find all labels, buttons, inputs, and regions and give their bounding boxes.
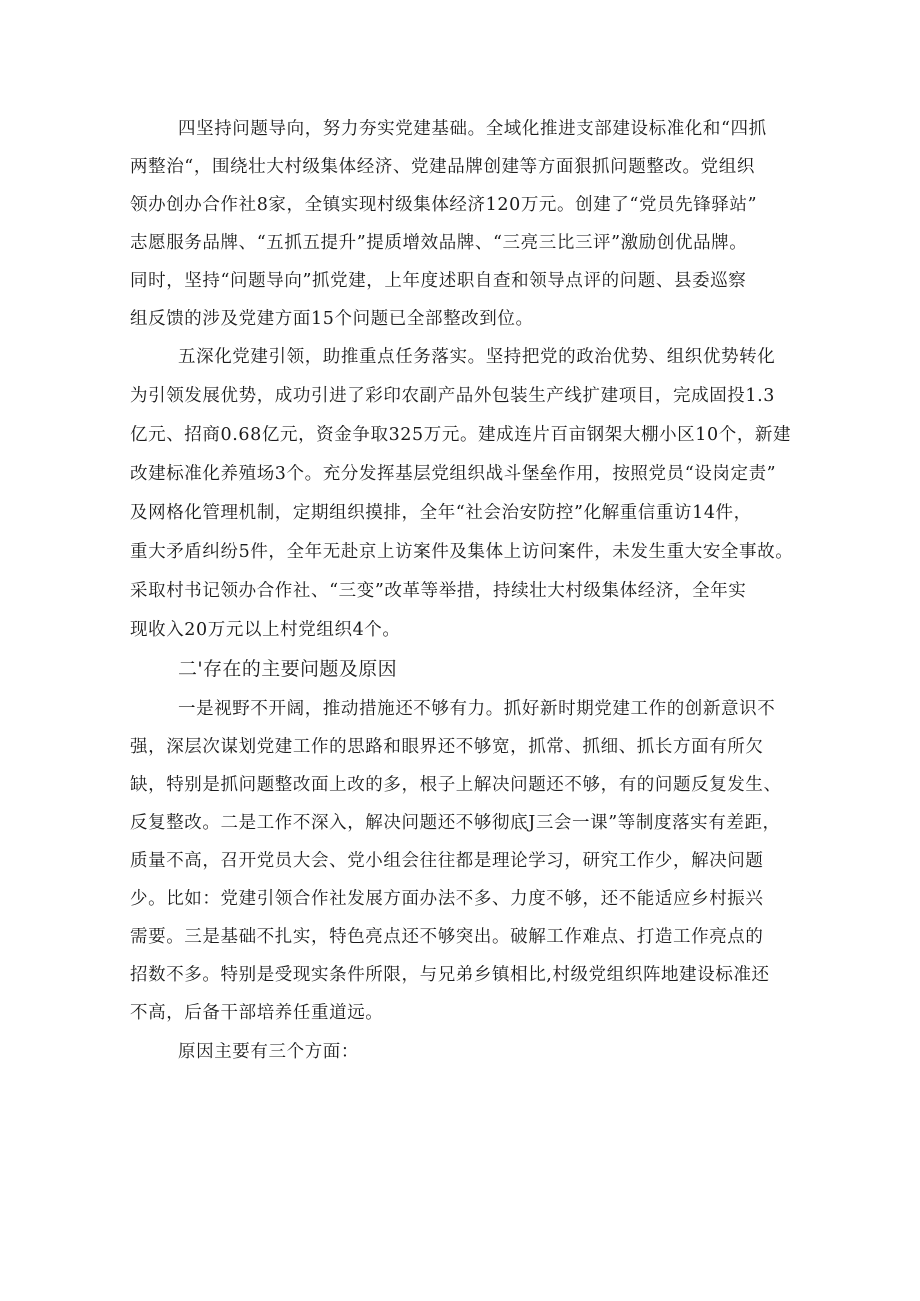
text-line: 组反馈的涉及党建方面15个问题已全部整改到位。 xyxy=(130,309,534,329)
text-line: 质量不高，召开党员大会、党小组会往往都是理论学习，研究工作少，解决问题 xyxy=(130,851,764,871)
text-line: 四坚持问题导向，努力夯实党建基础。全域化推进支部建设标准化和“四抓 xyxy=(178,119,767,139)
text-line: 为引领发展优势，成功引进了彩印农副产品外包装生产线扩建项目，完成固投1.3 xyxy=(130,386,776,406)
text-line: 改建标准化养殖场3个。充分发挥基层党组织战斗堡垒作用，按照党员“设岗定责” xyxy=(130,464,777,484)
text-line: 重大矛盾纠纷5件，全年无赴京上访案件及集体上访问案件，未发生重大安全事故。 xyxy=(130,542,794,562)
text-line: 现收入20万元以上村党组织4个。 xyxy=(130,620,401,640)
text-line: 不高，后备干部培养任重道远。 xyxy=(130,1003,384,1023)
text-line: 同时，坚持“问题导向”抓党建，上年度述职自查和领导点评的问题、县委巡察 xyxy=(130,271,747,291)
text-line: 缺，特别是抓问题整改面上改的多，根子上解决问题还不够，有的问题反复发生、 xyxy=(130,775,782,795)
text-line: 领办创办合作社8家，全镇实现村级集体经济120万元。创建了“党员先锋驿站” xyxy=(130,195,758,215)
causes-intro: 原因主要有三个方面： xyxy=(178,1042,359,1062)
text-line: 少。比如：党建引领合作社发展方面办法不多、力度不够，还不能适应乡村振兴 xyxy=(130,889,764,909)
section-heading: 二'存在的主要问题及原因 xyxy=(178,658,398,680)
text-line: 需要。三是基础不扎实，特色亮点还不够突出。破解工作难点、打造工作亮点的 xyxy=(130,927,764,947)
text-line: 志愿服务品牌、“五抓五提升”提质增效品牌、“三亮三比三评”激励创优品牌。 xyxy=(130,233,748,253)
text-line: 及网格化管理机制，定期组织摸排，全年“社会治安防控”化解重信重访14件， xyxy=(130,503,752,523)
text-line: 亿元、招商0.68亿元，资金争取325万元。建成连片百亩钢架大棚小区10个，新建 xyxy=(130,425,792,445)
text-line: 两整治“，围绕壮大村级集体经济、党建品牌创建等方面狠抓问题整改。党组织 xyxy=(130,157,755,177)
text-line: 强，深层次谋划党建工作的思路和眼界还不够宽，抓常、抓细、抓长方面有所欠 xyxy=(130,737,764,757)
text-line: 一是视野不开阔，推动措施还不够有力。抓好新时期党建工作的创新意识不 xyxy=(178,699,776,719)
text-line: 反复整改。二是工作不深入，解决问题还不够彻底J三会一课”等制度落实有差距， xyxy=(130,813,781,833)
text-line: 五深化党建引领，助推重点任务落实。坚持把党的政治优势、组织优势转化 xyxy=(178,347,776,367)
text-line: 采取村书记领办合作社、“三变”改革等举措，持续壮大村级集体经济，全年实 xyxy=(130,581,747,601)
text-line: 招数不多。特别是受现实条件所限，与兄弟乡镇相比,村级党组织阵地建设标准还 xyxy=(130,965,770,985)
